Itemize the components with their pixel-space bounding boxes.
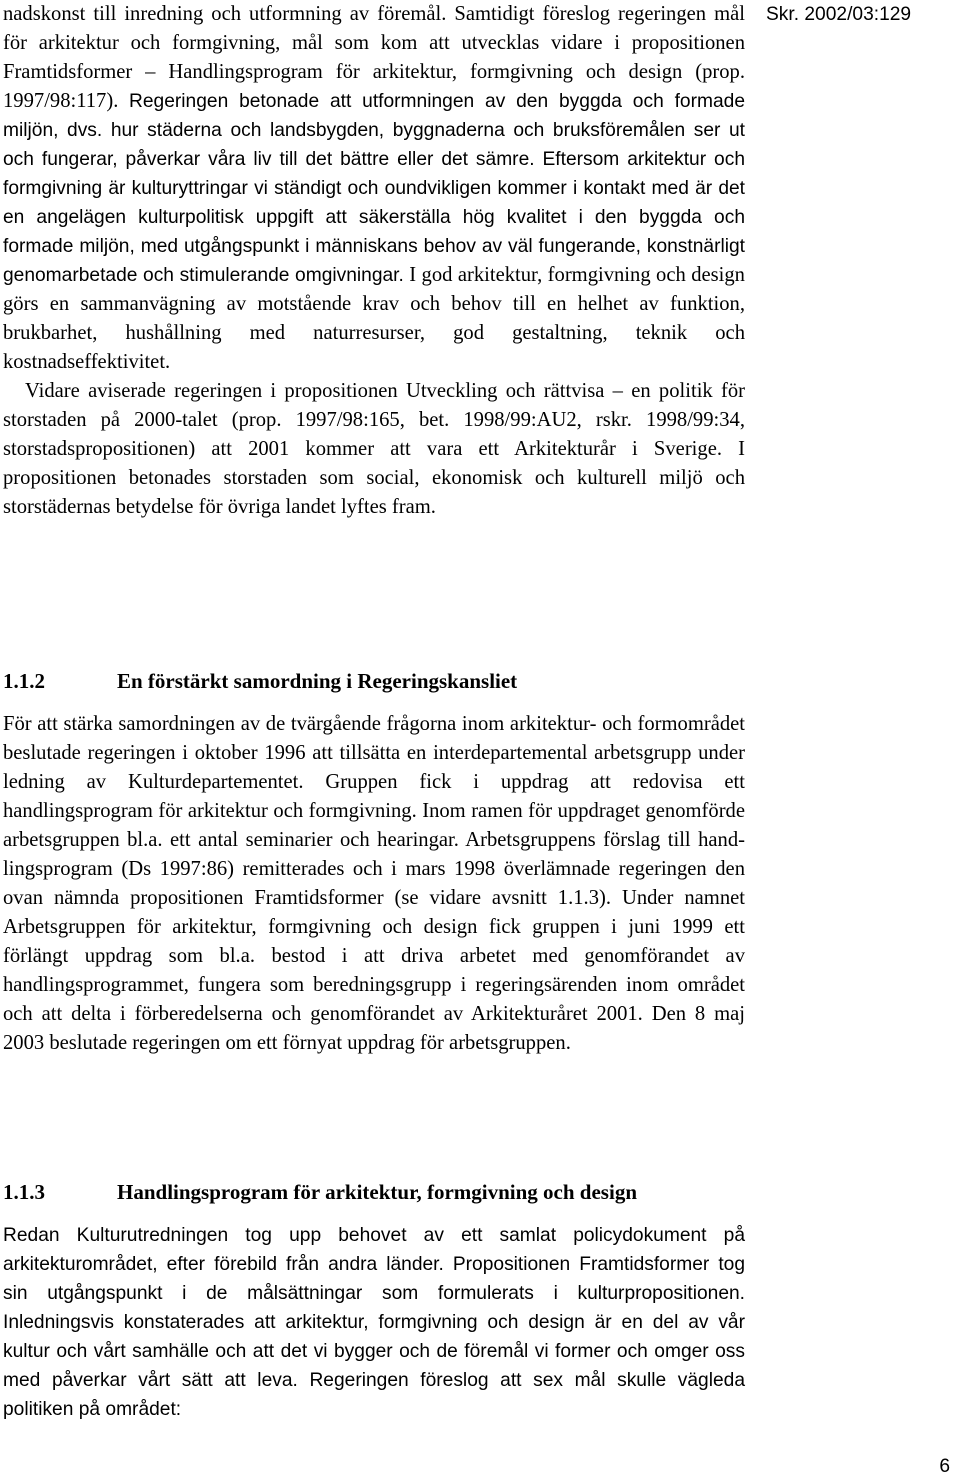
section-title: En förstärkt samordning i Regeringskansliet: [117, 669, 518, 693]
section-1-1-3-paragraph: Redan Kulturutredningen tog upp behovet av ett samlat policydokument på arkitekturområdet, efter förebild från andra länder. Propositionen Framtidsformer tog sin utgångspunkt i de målsättningar som formulerats i kulturpropositionen. Inledningsvis konstaterades att arkitektur, formgivning och design är en del av vår kultur och vårt samhälle och att det vi bygger och de föremål vi former och omger oss med påverkar vårt sätt att leva. Regeringen föreslog att sex mål skulle vägleda politiken på området:: [3, 1225, 745, 1420]
section-heading-1-1-3: [3, 1178, 745, 1207]
section-1-1-2-text: [3, 710, 745, 1058]
margin-reference: Skr. 2002/03:129: [766, 4, 912, 25]
section-title: Handlingsprogram för arkitektur, formgivning och design: [117, 1180, 637, 1204]
section-heading-1-1-2: [3, 667, 745, 696]
section-1-1-2-paragraph: För att stärka samordningen av de tvärgående frågorna inom arkitektur- och formområdet beslutade regeringen i oktober 1996 att tillsätta en interdepartemental arbetsgrupp under ledning av Kulturdepartementet. Gruppen fick i uppdrag att redovisa ett handlingsprogram för arkitektur och formgivning. Inom ramen för uppdraget genomförde arbetsgruppen bl.a. ett antal seminarier och hearingar. Arbetsgruppens förslag till handlingsprogram (Ds 1997:86) remitterades och i mars 1998 överlämnade regeringen den ovan nämnda propositionen Framtidsformer (se vidare avsnitt 1.1.3). Under namnet Arbetsgruppen för arkitektur, formgivning och design fick gruppen i juni 1999 ett förlängt uppdrag som bl.a. bestod i att driva arbetet med genomförandet av handlingsprogrammet, fungera som beredningsgrupp i regeringsärenden inom området och att delta i förberedelserna och genomförandet av Arkitekturåret 2001. Den 8 maj 2003 beslutade regeringen om ett förnyat uppdrag för arbetsgruppen.: [3, 713, 745, 1054]
intro-paragraph-1-serif-a: nadskonst till inredning och utformning av föremål. Samtidigt föreslog regeringen mål för arkitektur och formgivning, mål som kom att utvecklas vidare i propositionen Framtidsformer – Handlingsprogram för arkitektur, formgivning och design (prop. 1997/98:117).: [3, 3, 745, 112]
intro-paragraph-1: [3, 0, 745, 377]
intro-paragraph-1-sans: Regeringen betonade att utformningen av den byggda och formade miljön, dvs. hur städerna och landsbygden, byggnaderna och bruksföremålen ser ut och fungerar, påverkar våra liv till det bättre eller det sämre. Eftersom arkitektur och formgivning är kulturyttringar vi ständigt och oundvikligen kommer i kontakt med är det en angelägen kulturpolitisk uppgift att säkerställa hög kvalitet i den byggda och formade miljön, med utgångspunkt i människans behov av väl fungerande, konstnärligt genomarbetade och stimulerande omgivningar.: [3, 91, 745, 286]
intro-paragraph-1-serif-c: I god arkitektur, formgivning och design görs en sammanvägning av motstående krav och behov till en helhet av funktion, brukbarhet, hushållning med naturresurser, god gestaltning, teknik och kostnadseffektivitet.: [3, 264, 745, 373]
page-number: 6: [939, 1456, 950, 1477]
intro-text: [3, 0, 745, 522]
section-number: 1.1.2: [3, 669, 45, 693]
section-number: 1.1.3: [3, 1180, 45, 1204]
section-1-1-3-text: [3, 1221, 745, 1424]
intro-paragraph-2: Vidare aviserade regeringen i propositionen Utveckling och rättvisa – en politik för storstaden på 2000-talet (prop. 1997/98:165, bet. 1998/99:AU2, rskr. 1998/99:34, storstadspropositionen) att 2001 kommer att vara ett Arkitekturår i Sverige. I propositionen betonades storstaden som social, ekonomisk och kulturell miljö och storstädernas betydelse för övriga landet lyftes fram.: [3, 380, 745, 518]
